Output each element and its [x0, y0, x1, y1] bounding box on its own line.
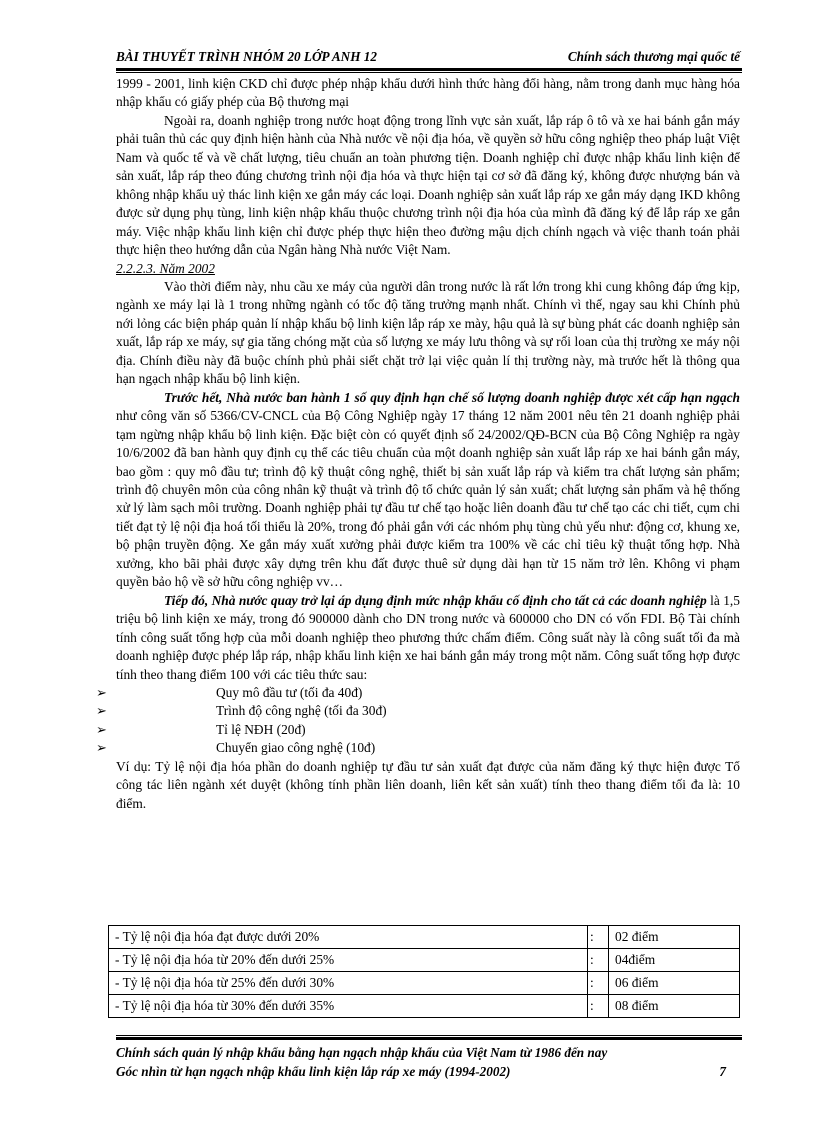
- list-item-label: Trình độ công nghệ (tối đa 30đ): [216, 703, 387, 719]
- paragraph-4: [116, 389, 740, 592]
- header-left-title: BÀI THUYẾT TRÌNH NHÓM 20 LỚP ANH 12: [116, 49, 377, 64]
- table-cell-separator: :: [588, 949, 609, 972]
- header-rule: [116, 68, 742, 73]
- paragraph-2: Ngoài ra, doanh nghiệp trong nước hoạt động trong lĩnh vực sản xuất, lắp ráp ô tô và xe hai bánh gắn máy phải tuân thủ các quy định hiện hành của Nhà nước về nội địa hóa, về quyền sở hữu công nghiệp theo pháp luật Việt Nam và quốc tế và về chất lượng, tiêu chuẩn an toàn phương tiện. Doanh nghiệp chỉ được nhập khẩu linh kiện để sản xuất, lắp ráp theo đúng chương trình nội địa hóa và thực hiện tại cơ sở đã đăng ký, không được nhượng bán và không nhập khẩu uỷ thác linh kiện xe gắn máy các loại. Doanh nghiệp sản xuất lắp ráp xe gắn máy dạng IKD không được sử dụng phụ tùng, linh kiện nhập khẩu thuộc chương trình nội địa hóa của mình đã đăng ký để lắp ráp xe gắn máy. Việc nhập khẩu linh kiện chỉ được phép thực hiện theo đường mậu dịch chính ngạch và việc thanh toán phải thực hiện theo hướng dẫn của Ngân hàng Nhà nước Việt Nam.: [116, 112, 740, 258]
- score-table: [108, 925, 740, 1018]
- arrow-bullet-icon: ➢: [96, 684, 107, 700]
- table-row: [109, 995, 740, 1018]
- criteria-list: [96, 684, 740, 758]
- table-row: [109, 949, 740, 972]
- list-item: [96, 702, 740, 720]
- paragraph-3: Vào thời điểm này, nhu cầu xe máy của người dân trong nước là rất lớn trong khi cung không đáp ứng kịp, ngành xe máy lại là 1 trong những ngành có tốc độ tăng trưởng mạnh nhất. Chính vì thế, ngay sau khi Chính phủ nới lỏng các biện pháp quản lí nhập khẩu bộ linh kiện lắp ráp xe mày, hậu quả là sự bùng phát các doanh nghiệp sản xuất, lắp ráp xe máy, sự gia tăng chóng mặt của số lượng xe máy lưu thông và sự rối loan của thị trường xe máy nội địa. Chính điều này đã buộc chính phủ phải siết chặt trở lại việc quản lí thị trường này, mà trước hết là thông qua hạn ngạch nhập khẩu bộ linh kiện.: [116, 278, 740, 387]
- body-content: [96, 75, 740, 813]
- list-item: [96, 721, 740, 739]
- arrow-bullet-icon: ➢: [96, 740, 107, 756]
- table-cell-label: - Tỷ lệ nội địa hóa đạt được dưới 20%: [109, 926, 588, 949]
- page-footer: [116, 1043, 740, 1081]
- page-header: [116, 49, 740, 67]
- table-row: [109, 972, 740, 995]
- header-right-title: Chính sách thương mại quốc tế: [567, 49, 740, 64]
- list-item: [96, 739, 740, 757]
- list-item: [96, 684, 740, 702]
- arrow-bullet-icon: ➢: [96, 721, 107, 737]
- table-cell-value: 06 điểm: [609, 972, 740, 995]
- footer-line-2: Góc nhìn từ hạn ngạch nhập khẩu linh kiện lắp ráp xe máy (1994-2002): [116, 1064, 511, 1079]
- list-item-label: Tỉ lệ NĐH (20đ): [216, 721, 306, 737]
- paragraph-1: 1999 - 2001, linh kiện CKD chỉ được phép nhập khẩu dưới hình thức hàng đổi hàng, nằm trong danh mục hàng hóa nhập khẩu có giấy phép của Bộ thương mại: [116, 76, 740, 110]
- paragraph-6: Ví dụ: Tỷ lệ nội địa hóa phần do doanh nghiệp tự đầu tư sản xuất đạt được của năm đăng ký thực hiện được Tổ công tác liên ngành xét duyệt (không tính phần liên doanh, liên kết sản xuất) tính theo thang điểm tối đa là: 10 điểm.: [116, 758, 740, 811]
- page-number: 7: [719, 1064, 726, 1079]
- paragraph-4-emphasis: Trước hết, Nhà nước ban hành 1 số quy định hạn chế số lượng doanh nghiệp được xét cấp hạn ngạch: [164, 389, 740, 405]
- paragraph-4-text: như công văn số 5366/CV-CNCL của Bộ Công Nghiệp ngày 17 tháng 12 năm 2001 nêu tên 21 doanh nghiệp phải tạm ngừng nhập khẩu bộ linh kiện. Đặc biệt còn có quyết định số 24/2002/QĐ-BCN của Bộ Công Nghiệp ra ngày 10/6/2002 đã ban hành quy định cụ thể các tiêu chuẩn của một doanh nghiệp sản xuất lắp ráp xe hai bánh gắn máy, bao gồm : quy mô đầu tư; trình độ kỹ thuật công nghệ, thiết bị sản xuất lắp ráp và kiểm tra chất lượng sản phẩm; trình độ chuyên môn của công nhân kỹ thuật và trình độ tổ chức quản lý sản xuất; chất lượng sản phẩm và hệ thống xử lý làm sạch môi trường. Doanh nghiệp phải tự đầu tư chế tạo hoặc liên doanh đầu tư chế tạo các chi tiết, cụm chi tiết đạt tỷ lệ nội địa hoá tối thiểu là 20%, trong đó phải gắn với các nhóm phụ tùng chủ yếu như: động cơ, khung xe, bộ phận truyền động. Xe gắn máy xuất xưởng phải được kiểm tra 100% về các chỉ tiêu kỹ thuật tổng hợp. Nhà xưởng, kho bãi phải được xây dựng trên khu đất được thuê sử dụng dài hạn từ 15 năm trở lên. Không vi phạm quyền bảo hộ về sở hữu công nghiệp vv…: [116, 408, 740, 590]
- paragraph-5-text: là 1,5 triệu bộ linh kiện xe máy, trong đó 900000 dành cho DN trong nước và 600000 cho DN có vốn FDI. Bộ Tài chính tính công suất tổng hợp của mỗi doanh nghiệp theo phương thức chấm điểm. Công suất này là công suất tối đa mà doanh nghiệp được phép lắp ráp, nhập khẩu linh kiện xe hai bánh gắn máy trong một năm. Công suất tổng hợp được tính theo thang điểm 100 với các tiêu thức sau:: [116, 592, 740, 682]
- footer-rule: [116, 1035, 742, 1040]
- section-heading: 2.2.2.3. Năm 2002: [116, 260, 215, 276]
- table-cell-label: - Tỷ lệ nội địa hóa từ 20% đến dưới 25%: [109, 949, 588, 972]
- list-item-label: Quy mô đầu tư (tối đa 40đ): [216, 684, 363, 700]
- paragraph-5-emphasis: Tiếp đó, Nhà nước quay trở lại áp dụng định mức nhập khẩu cố định cho tất cả các doanh nghiệp: [164, 592, 707, 608]
- paragraph-5: [116, 592, 740, 684]
- table-cell-separator: :: [588, 926, 609, 949]
- table-cell-separator: :: [588, 995, 609, 1018]
- table-cell-value: 04điểm: [609, 949, 740, 972]
- arrow-bullet-icon: ➢: [96, 703, 107, 719]
- table-cell-separator: :: [588, 972, 609, 995]
- table-row: [109, 926, 740, 949]
- table-cell-value: 08 điểm: [609, 995, 740, 1018]
- footer-line-1: Chính sách quản lý nhập khẩu bằng hạn ngạch nhập khẩu của Việt Nam từ 1986 đến nay: [116, 1045, 608, 1060]
- table-cell-label: - Tỷ lệ nội địa hóa từ 30% đến dưới 35%: [109, 995, 588, 1018]
- table-cell-value: 02 điểm: [609, 926, 740, 949]
- table-cell-label: - Tỷ lệ nội địa hóa từ 25% đến dưới 30%: [109, 972, 588, 995]
- list-item-label: Chuyển giao công nghệ (10đ): [216, 740, 376, 756]
